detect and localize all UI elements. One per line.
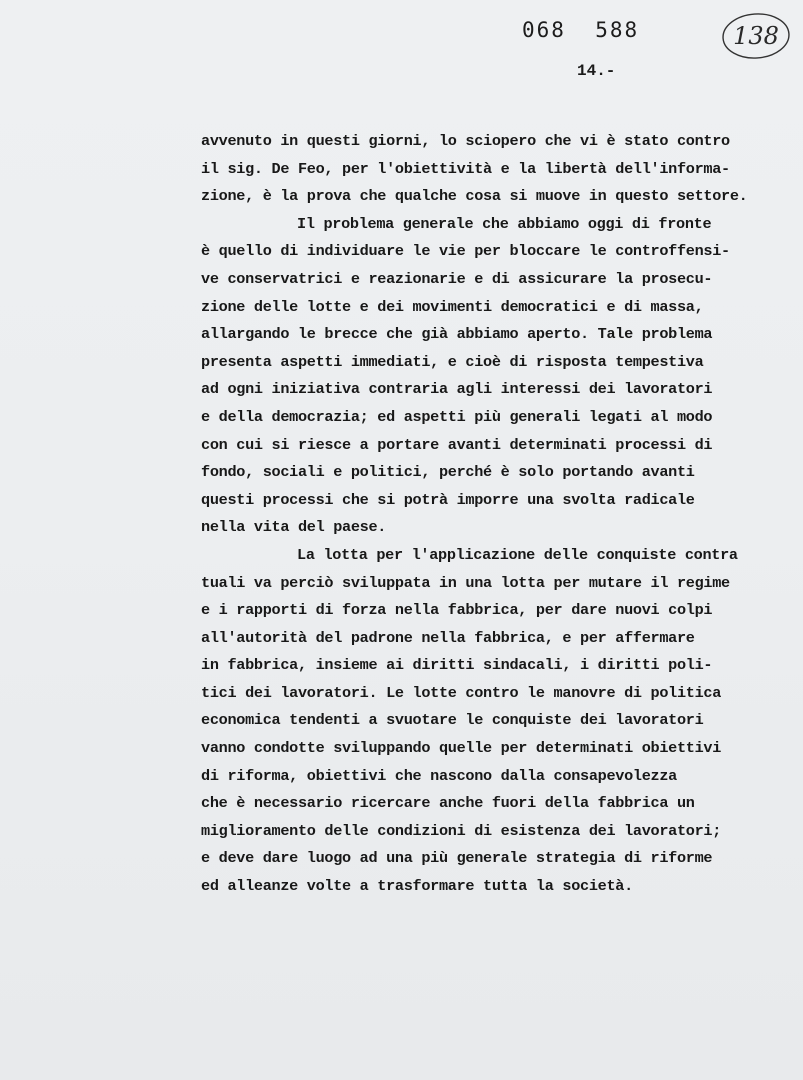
text-line: allargando le brecce che già abbiamo aperto. Tale problema [201,325,713,344]
text-line: ve conservatrici e reazionarie e di assicurare la prosecu- [201,269,713,288]
text-line: e della democrazia; ed aspetti più generali legati al modo [201,407,713,426]
text-line: e i rapporti di forza nella fabbrica, per dare nuovi colpi [201,601,713,620]
text-line: nella vita del paese. [201,518,387,537]
text-line: che è necessario ricercare anche fuori della fabbrica un [201,794,695,813]
handwritten-number-text: 138 [733,22,779,50]
page-number: 14.- [577,62,616,80]
text-line: fondo, sociali e politici, perché è solo portando avanti [201,463,695,482]
text-line: con cui si riesce a portare avanti determinati processi di [201,435,713,454]
text-line: in fabbrica, insieme ai diritti sindacali, i diritti poli- [201,656,713,675]
text-line: tuali va perciò sviluppata in una lotta per mutare il regime [201,573,730,592]
text-line: vanno condotte sviluppando quelle per determinati obiettivi [201,739,722,758]
text-line: il sig. De Feo, per l'obiettività e la libertà dell'informa- [201,159,730,178]
text-line: miglioramento delle condizioni di esistenza dei lavoratori; [201,821,722,840]
text-line: tici dei lavoratori. Le lotte contro le manovre di politica [201,683,722,702]
text-line: Il problema generale che abbiamo oggi di fronte [297,214,712,233]
archive-number: 068 588 [522,18,640,42]
text-line: e deve dare luogo ad una più generale strategia di riforme [201,849,713,868]
text-line: all'autorità del padrone nella fabbrica, e per affermare [201,628,695,647]
text-line: La lotta per l'applicazione delle conquiste contra [297,545,738,564]
text-line: ed alleanze volte a trasformare tutta la società. [201,877,633,896]
text-line: è quello di individuare le vie per bloccare le controffensi- [201,242,730,261]
text-line: zione, è la prova che qualche cosa si muove in questo settore. [201,187,748,206]
text-line: ad ogni iniziativa contraria agli interessi dei lavoratori [201,380,713,399]
text-line: di riforma, obiettivi che nascono dalla consapevolezza [201,766,677,785]
typewritten-body [201,128,796,901]
handwritten-page-number [720,10,792,62]
text-line: zione delle lotte e dei movimenti democratici e di massa, [201,297,704,316]
text-line: presenta aspetti immediati, e cioè di risposta tempestiva [201,352,704,371]
text-line: questi processi che si potrà imporre una svolta radicale [201,490,695,509]
text-line: avvenuto in questi giorni, lo sciopero che vi è stato contro [201,132,730,150]
text-line: economica tendenti a svuotare le conquiste dei lavoratori [201,711,704,730]
